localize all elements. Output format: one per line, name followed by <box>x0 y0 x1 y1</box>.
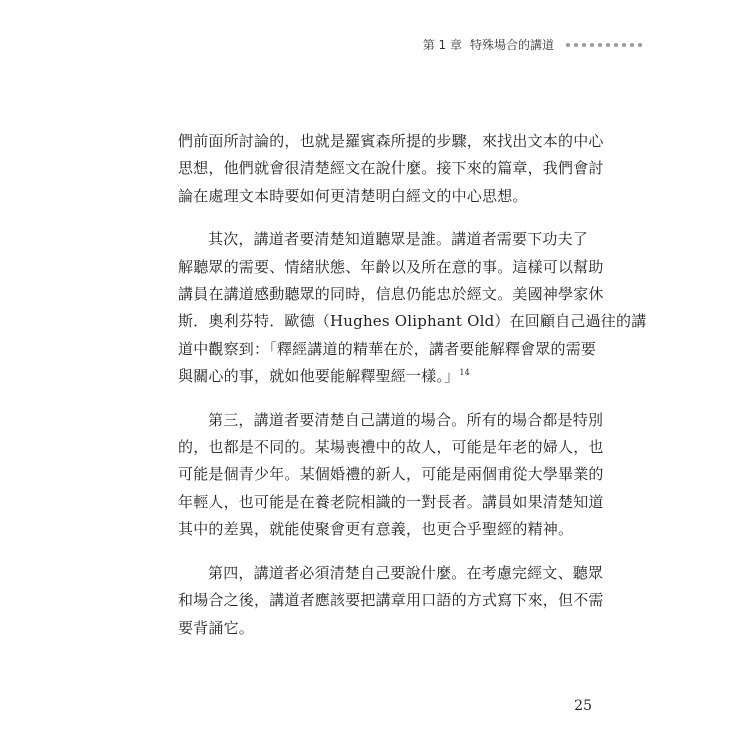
text-line-with-footnote <box>178 363 576 390</box>
text-line: 道中觀察到：「釋經講道的精華在於，講者要能解釋會眾的需要 <box>178 339 597 358</box>
text-line: 第三，講道者要清楚自己講道的場合。所有的場合都是特別 <box>208 410 604 429</box>
text-line: 第四，講道者必須清楚自己要說什麼。在考慮完經文、聽眾 <box>208 563 604 582</box>
text-line: 年輕人，也可能是在養老院相識的一對長者。講員如果清楚知道 <box>178 492 604 511</box>
text-line: 論在處理文本時要如何更清楚明白經文的中心思想。 <box>178 186 528 205</box>
header-dots-ornament <box>566 43 642 47</box>
text-line: 要背誦它。 <box>178 618 255 637</box>
chapter-title: 特殊場合的講道 <box>469 38 554 52</box>
text-line: 可能是個青少年。某個婚禮的新人，可能是兩個甫從大學畢業的 <box>178 465 604 484</box>
paragraph-4 <box>178 560 604 642</box>
paragraph-1 <box>178 128 604 210</box>
text-line: 與關心的事，就如他要能解釋聖經一樣。」 <box>178 367 460 386</box>
paragraph-3 <box>178 407 604 544</box>
chapter-label: 第 1 章 <box>422 38 462 52</box>
text-line: 其次，講道者要清楚知道聽眾是誰。講道者需要下功夫了 <box>208 230 589 249</box>
text-line: 斯．奧利芬特．歐德（Hughes Oliphant Old）在回顧自己過往的講 <box>178 312 647 331</box>
body-text <box>178 128 647 658</box>
text-line: 的，也都是不同的。某場喪禮中的故人，可能是年老的婦人，也 <box>178 438 604 457</box>
text-line: 和場合之後，講道者應該要把講章用口語的方式寫下來，但不需 <box>178 591 604 610</box>
text-line: 講員在講道感動聽眾的同時，信息仍能忠於經文。美國神學家休 <box>178 285 604 304</box>
text-line: 思想，他們就會很清楚經文在說什麼。接下來的篇章，我們會討 <box>178 159 604 178</box>
page-number: 25 <box>574 698 592 714</box>
footnote-marker: 14 <box>459 368 470 378</box>
running-header <box>423 36 642 53</box>
text-line: 們前面所討論的，也就是羅賓森所提的步驟，來找出文本的中心 <box>178 132 604 150</box>
paragraph-2 <box>178 226 647 390</box>
text-line: 解聽眾的需要、情緒狀態、年齡以及所在意的事。這樣可以幫助 <box>178 257 604 276</box>
text-line: 其中的差異，就能使聚會更有意義，也更合乎聖經的精神。 <box>178 520 574 539</box>
